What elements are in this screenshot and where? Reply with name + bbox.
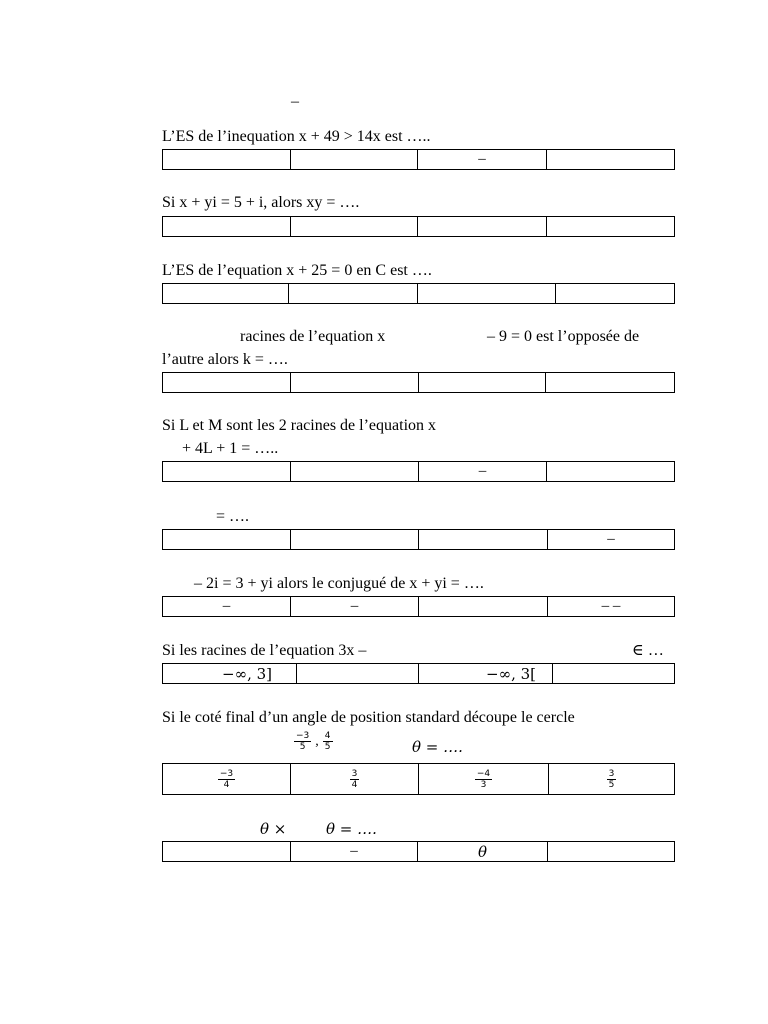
question-7-text: – 2i = 3 + yi alors le conjugué de x + yi = ….: [194, 575, 484, 592]
answer-cell[interactable]: [419, 597, 548, 616]
answer-row-9: [162, 763, 675, 795]
answer-cell[interactable]: [556, 284, 674, 303]
answer-row-8: [162, 663, 675, 684]
fraction: $\frac{4}{5}$: [324, 731, 331, 752]
answer-cell[interactable]: [553, 664, 674, 683]
question-1-text: L’ES de l’inequation x + 49 > 14x est …..: [162, 128, 431, 145]
answer-row-1: [162, 149, 675, 170]
answer-cell[interactable]: −∞, 3]: [163, 664, 297, 683]
question-10-text-a: θ ×: [260, 820, 287, 838]
question-4-text-c: l’autre alors k = ….: [162, 351, 288, 368]
question-8-text-b: ∈ …: [632, 642, 664, 659]
answer-cell[interactable]: [291, 217, 418, 236]
answer-cell[interactable]: [291, 462, 419, 481]
answer-cell[interactable]: [297, 664, 419, 683]
answer-cell[interactable]: [418, 217, 547, 236]
answer-cell[interactable]: [291, 530, 419, 549]
answer-row-3: [162, 283, 675, 304]
answer-cell[interactable]: [547, 150, 674, 169]
answer-cell[interactable]: [548, 842, 674, 861]
answer-cell[interactable]: [291, 373, 419, 392]
answer-cell[interactable]: [289, 284, 418, 303]
question-5-text-b: + 4L + 1 = …..: [182, 440, 279, 457]
top-dash: –: [291, 93, 299, 110]
question-3-text: L’ES de l’equation x + 25 = 0 en C est ….: [162, 262, 432, 279]
question-4-text-a: racines de l’equation x: [240, 328, 386, 345]
answer-cell[interactable]: –: [607, 531, 615, 547]
answer-cell[interactable]: – –: [601, 598, 621, 614]
answer-cell[interactable]: −∞, 3[: [419, 664, 553, 683]
answer-row-10: [162, 841, 675, 862]
answer-cell[interactable]: –: [419, 462, 547, 481]
question-4-text-b: – 9 = 0 est l’opposée de: [487, 328, 640, 345]
fraction: $\frac{-3}{4}$: [219, 768, 234, 790]
question-6-text: = ….: [216, 508, 250, 525]
fraction: $\frac{-4}{3}$: [476, 768, 491, 790]
answer-cell[interactable]: –: [418, 150, 547, 169]
answer-row-7: [162, 596, 675, 617]
answer-cell[interactable]: –: [291, 597, 419, 616]
answer-cell[interactable]: [163, 150, 291, 169]
answer-cell[interactable]: [291, 150, 418, 169]
fraction: $\frac{3}{5}$: [608, 768, 615, 790]
theta-equation: θ = ….: [412, 738, 463, 756]
answer-cell[interactable]: [163, 842, 291, 861]
answer-cell[interactable]: θ: [418, 842, 548, 861]
answer-cell[interactable]: [419, 764, 549, 794]
answer-cell[interactable]: [163, 284, 289, 303]
question-8-text-a: Si les racines de l’equation 3x –: [162, 642, 367, 659]
answer-cell[interactable]: [163, 530, 291, 549]
answer-cell[interactable]: [163, 373, 291, 392]
question-10-text-b: θ = ….: [326, 820, 377, 838]
question-5-text-a: Si L et M sont les 2 racines de l’equation x: [162, 417, 437, 434]
question-9-text: Si le coté final d’un angle de position standard découpe le cercle: [162, 709, 575, 726]
answer-row-5: [162, 461, 675, 482]
answer-cell[interactable]: [163, 462, 291, 481]
answer-cell[interactable]: [546, 373, 674, 392]
answer-cell[interactable]: –: [163, 597, 291, 616]
answer-cell[interactable]: [419, 373, 546, 392]
fraction: $\frac{3}{4}$: [351, 768, 358, 790]
point-coordinates: $\frac{-3}{5}$ , $\frac{4}{5}$: [296, 731, 331, 752]
answer-cell[interactable]: [419, 530, 548, 549]
answer-row-2: [162, 216, 675, 237]
answer-cell[interactable]: [549, 764, 674, 794]
answer-cell[interactable]: [163, 764, 291, 794]
answer-row-4: [162, 372, 675, 393]
answer-cell[interactable]: [418, 284, 556, 303]
fraction: $\frac{-3}{5}$: [296, 731, 310, 752]
answer-cell[interactable]: [291, 764, 419, 794]
answer-cell[interactable]: [547, 217, 674, 236]
question-2-text: Si x + yi = 5 + i, alors xy = ….: [162, 194, 360, 211]
answer-cell[interactable]: [547, 462, 674, 481]
answer-cell[interactable]: [163, 217, 291, 236]
answer-cell[interactable]: –: [291, 842, 418, 861]
answer-row-6: [162, 529, 675, 550]
